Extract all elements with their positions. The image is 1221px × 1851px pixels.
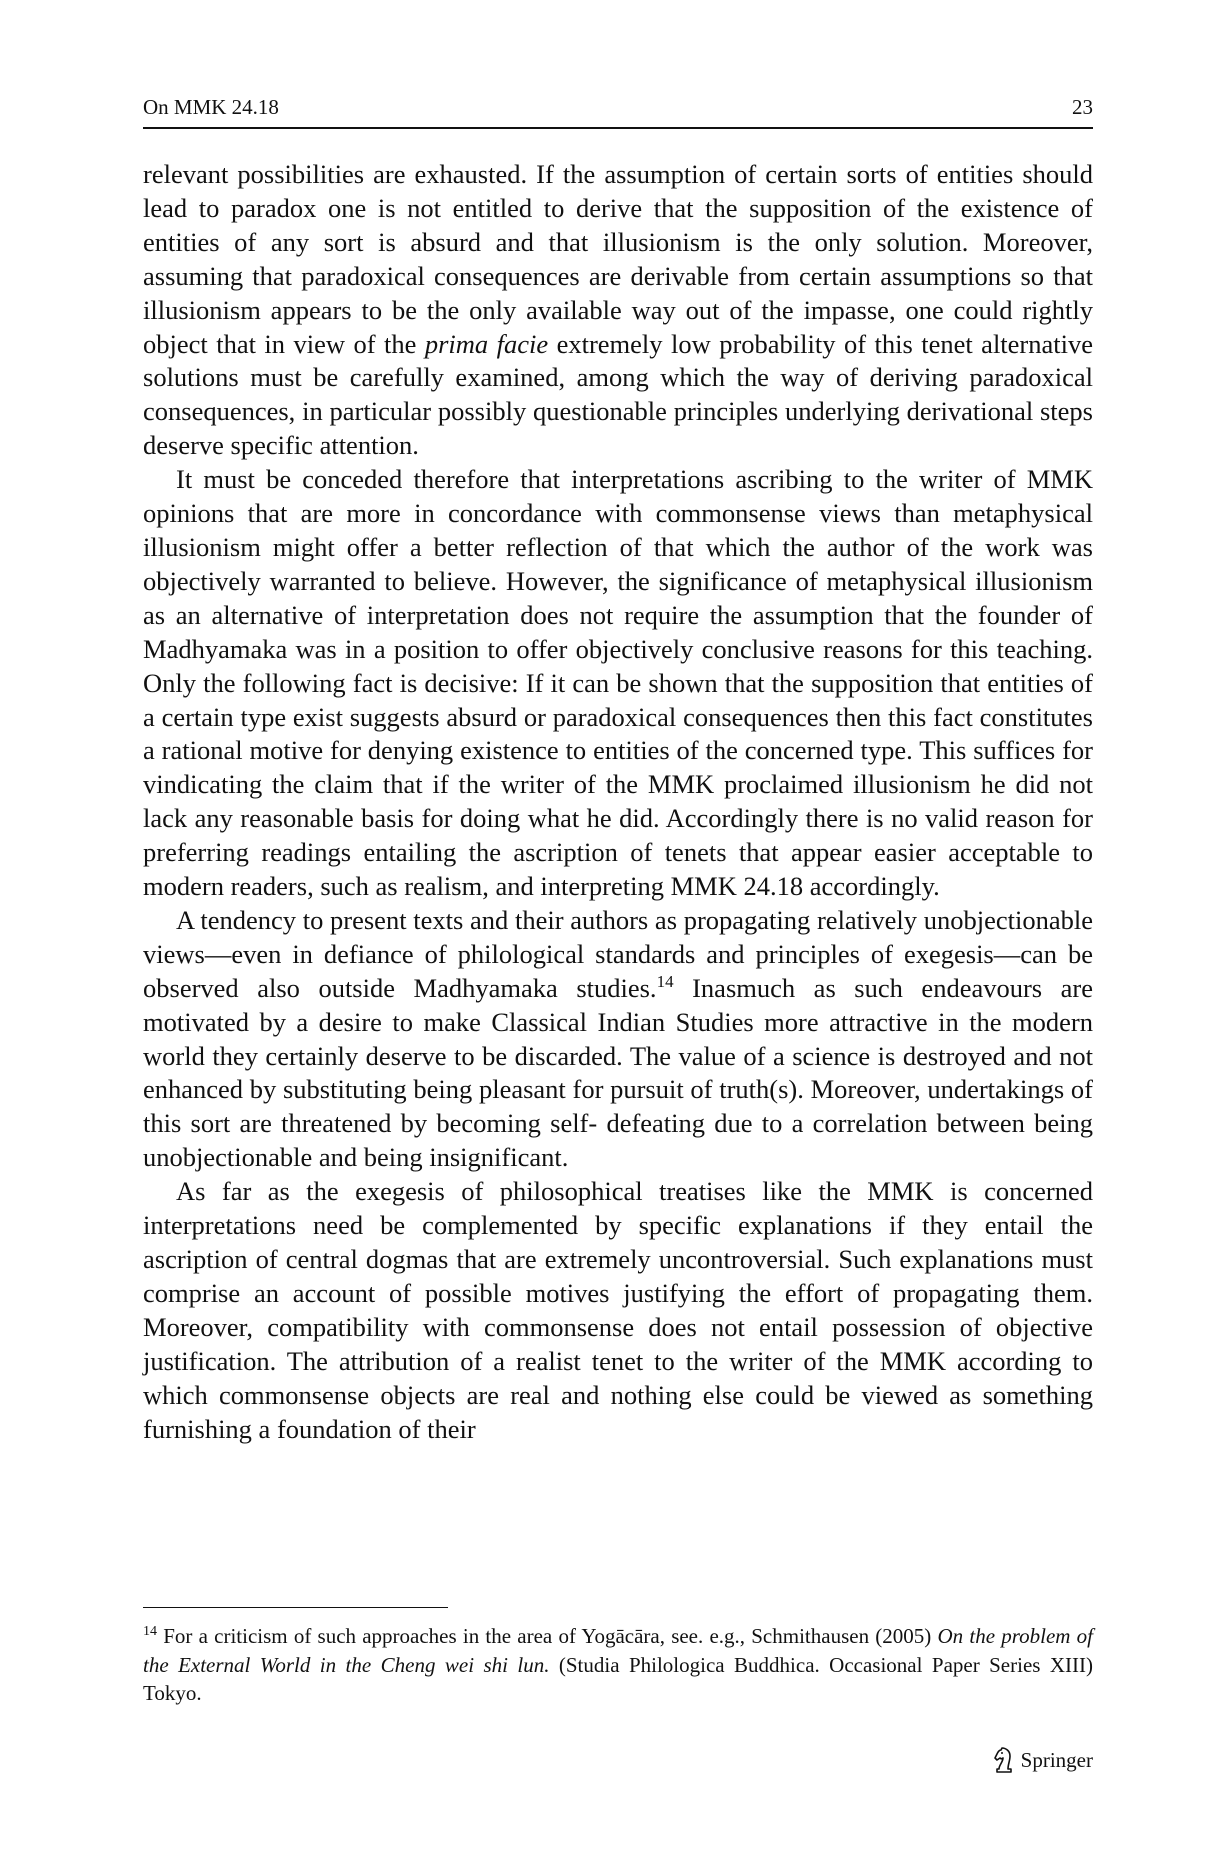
- paragraph-3: [143, 904, 1093, 1175]
- paragraph-1-text-a: relevant possibilities are exhausted. If the assumption of certain sorts of entities should lead to paradox one is not entitled to derive that the supposition of the existence of entities of any sort is absurd and that illusionism is the only solution. Moreover, assuming that paradoxical consequences are derivable from certain assumptions so that illusionism appears to be the only available way out of the impasse, one could rightly object that in view of the: [143, 159, 1093, 359]
- page: [143, 0, 1093, 1851]
- paragraph-4: As far as the exegesis of philosophical treatises like the MMK is concerned interpretations need be complemented by specific explanations if they entail the ascription of central dogmas that are extremely uncontroversial. Such explanations must comprise an account of possible motives justifying the effort of propagating them. Moreover, compatibility with commonsense does not entail possession of objective justification. The attribution of a realist tenet to the writer of the MMK according to which commonsense objects are real and nothing else could be viewed as something furnishing a foundation of their: [143, 1176, 1093, 1444]
- paragraph-1: [143, 158, 1093, 463]
- running-title: On MMK 24.18: [143, 95, 279, 119]
- paragraph-3-text-b: Inasmuch as such endeavours are motivated by a desire to make Classical Indian Studies more attractive in the modern world they certainly deserve to be discarded. The value of a science is destroyed and not enhanced by substituting being pleasant for pursuit of truth(s). Moreover, undertakings of this sort are threatened by becoming self- defeating due to a correlation between being unobjectionable and being insignificant.: [143, 972, 1094, 1173]
- paragraph-3-text-a: A tendency to present texts and their authors as propagating relatively unobjectionable views—even in defiance of philological standards and principles of exegesis—can be observed also outside Madhyamaka studies.: [143, 904, 1093, 1003]
- springer-chess-knight-icon: [993, 1746, 1015, 1774]
- body-text: [143, 158, 1093, 1446]
- page-number: 23: [1072, 95, 1093, 119]
- footnote-italic-title: On the problem of the External World in the Cheng wei shi lun.: [143, 1624, 1093, 1677]
- running-head: [143, 92, 1093, 122]
- header-rule: [143, 127, 1093, 129]
- footnote-reference[interactable]: 14: [656, 971, 674, 991]
- paragraph-2: It must be conceded therefore that interpretations ascribing to the writer of MMK opinions that are more in concordance with commonsense views than metaphysical illusionism might offer a better reflection of that which the author of the work was objectively warranted to believe. However, the significance of metaphysical illusionism as an alternative of interpretation does not require the assumption that the founder of Madhyamaka was in a position to offer objectively conclusive reasons for this teaching. Only the following fact is decisive: If it can be shown that the supposition that entities of a certain type exist suggests absurd or paradoxical consequences then this fact constitutes a rational motive for denying existence to entities of the concerned type. This suffices for vindicating the claim that if the writer of the MMK proclaimed illusionism he did not lack any reasonable basis for doing what he did. Accordingly there is no valid reason for preferring readings entailing the ascription of tenets that appear easier acceptable to modern readers, such as realism, and interpreting MMK 24.18 accordingly.: [143, 464, 1093, 902]
- paragraph-1-text-b: extremely low probability of this tenet alternative solutions must be carefully examined, among which the way of deriving paradoxical consequences, in particular possibly questionable principles underlying derivational steps deserve specific attention.: [143, 328, 1094, 461]
- footnote-text-b: (Studia Philologica Buddhica. Occasional Paper Series XIII) Tokyo.: [143, 1652, 1093, 1705]
- publisher-logo: [993, 1744, 1093, 1776]
- footnote-text-a: For a criticism of such approaches in the area of Yogācāra, see. e.g., Schmithausen (2005): [157, 1624, 938, 1648]
- publisher-name: Springer: [1020, 1747, 1093, 1772]
- footnote-number: 14: [143, 1624, 157, 1639]
- footnote-rule: [143, 1607, 448, 1608]
- footnote: [143, 1622, 1093, 1708]
- paragraph-1-italic: prima facie: [424, 328, 549, 359]
